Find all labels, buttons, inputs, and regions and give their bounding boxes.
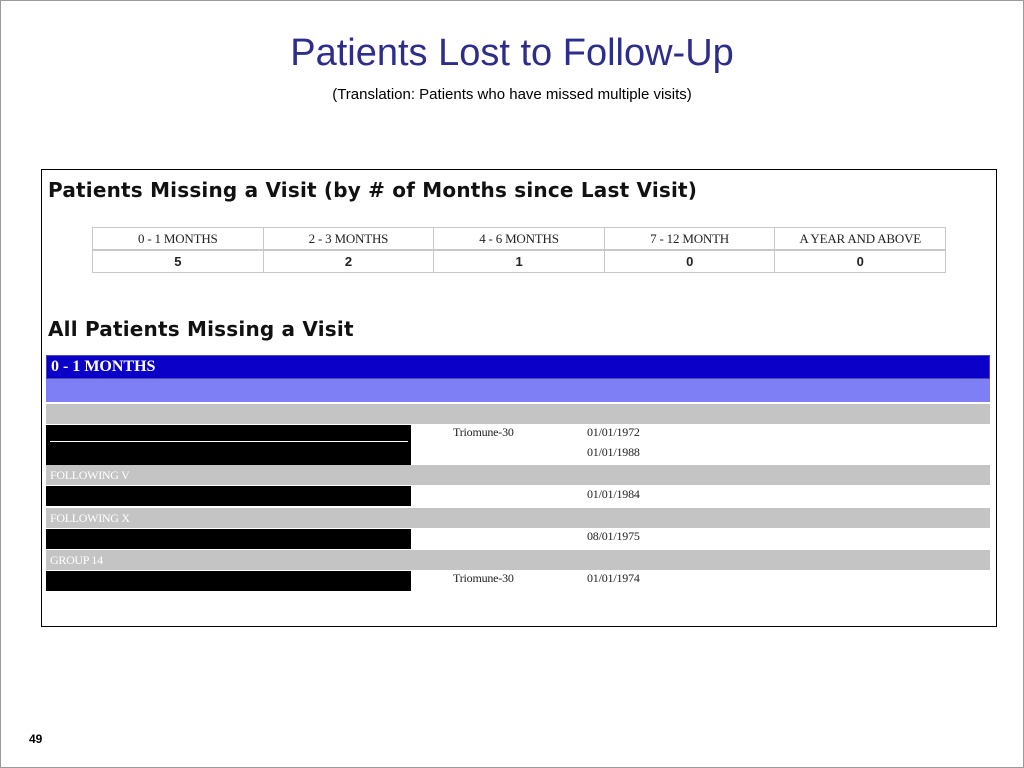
group-header-following-v[interactable]: FOLLOWING V <box>46 465 990 485</box>
summary-column-header: 7 - 12 MONTH <box>604 228 775 251</box>
summary-value[interactable]: 5 <box>93 250 264 273</box>
report-screenshot <box>41 169 997 627</box>
group-header-following-x[interactable]: FOLLOWING X <box>46 508 990 528</box>
visit-date-cell: 08/01/1975 <box>587 529 640 543</box>
redacted-patient-name <box>46 445 411 465</box>
slide-subtitle: (Translation: Patients who have missed multiple visits) <box>332 86 692 103</box>
summary-value[interactable]: 0 <box>604 250 775 273</box>
group-header-group-14[interactable]: GROUP 14 <box>46 550 990 570</box>
group-header-bar <box>46 404 990 424</box>
visit-date-cell: 01/01/1972 <box>587 425 640 439</box>
redacted-patient-name <box>46 571 411 591</box>
redacted-patient-name <box>46 425 411 445</box>
section-header-0-1-months[interactable]: 0 - 1 MONTHS <box>46 355 990 379</box>
summary-column-header: 0 - 1 MONTHS <box>93 228 264 251</box>
summary-table <box>92 227 946 273</box>
page-number: 49 <box>29 732 43 746</box>
regimen-cell: Triomune-30 <box>453 425 514 439</box>
summary-heading: Patients Missing a Visit (by # of Months since Last Visit) <box>48 178 698 202</box>
summary-column-header: A YEAR AND ABOVE <box>775 228 946 251</box>
section-subheader-bar <box>46 379 990 402</box>
summary-value[interactable]: 0 <box>775 250 946 273</box>
summary-value[interactable]: 1 <box>434 250 605 273</box>
visit-date-cell: 01/01/1988 <box>587 445 640 459</box>
redacted-patient-name <box>46 486 411 506</box>
summary-value-row <box>93 250 946 273</box>
summary-header-row <box>93 228 946 251</box>
redaction-underline <box>50 441 408 442</box>
regimen-cell: Triomune-30 <box>453 571 514 585</box>
list-heading: All Patients Missing a Visit <box>48 317 354 341</box>
summary-value[interactable]: 2 <box>263 250 434 273</box>
redacted-patient-name <box>46 529 411 549</box>
visit-date-cell: 01/01/1974 <box>587 571 640 585</box>
slide-title: Patients Lost to Follow-Up <box>290 32 734 74</box>
visit-date-cell: 01/01/1984 <box>587 487 640 501</box>
summary-column-header: 2 - 3 MONTHS <box>263 228 434 251</box>
summary-column-header: 4 - 6 MONTHS <box>434 228 605 251</box>
